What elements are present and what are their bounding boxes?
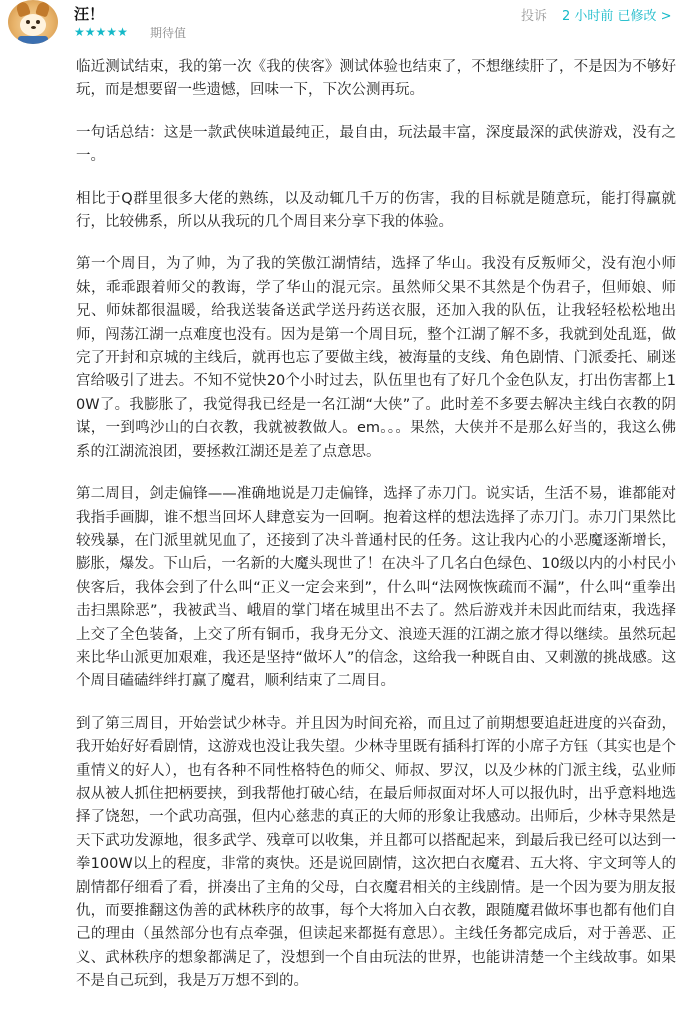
avatar-nose	[31, 26, 36, 29]
avatar[interactable]	[8, 0, 58, 44]
review-paragraph: 到了第三周目，开始尝试少林寺。并且因为时间充裕，而且过了前期想要追赶进度的兴奋劲，我开始好好看剧情，这游戏也没让我失望。少林寺里既有插科打诨的小席子方钰（其实也是个重情义的好人），也有各种不同性格特色的师父、师叔、罗汉，以及少林的门派主线，弘业师叔从被人抓住把柄要挟，到我帮他打破心结，在最后师叔面对坏人可以报仇时，出乎意料地选择了饶恕，一个武功高强，但内心慈悲的真正的大师的形象让我感动。出师后，少林寺果然是天下武功发源地，很多武学、残章可以收集，并且都可以搭配起来，到最后我已经可以达到一拳100W以上的程度，非常的爽快。还是说回剧情，这次把白衣魔君、五大将、宇文珂等人的剧情都仔细看了看，拼凑出了主角的父母，白衣魔君相关的主线剧情。是一个因为要为朋友报仇，而要推翻这伪善的武林秩序的故事，每个大将加入白衣教，跟随魔君做坏事也都有他们自己的理由（虽然部分也有点牵强，但读起来都挺有意思）。主线任务都完成后，对于善恶、正义、武林秩序的想象都满足了，没想到一个自由玩法的世界，也能讲清楚一个主线故事。如果不是自己玩到，我是万万想不到的。	[76, 715, 676, 990]
review-body	[76, 56, 676, 1013]
star-icon: ★	[117, 25, 128, 39]
star-icon: ★	[106, 25, 118, 39]
review-paragraph: 一句话总结：这是一款武侠味道最纯正，最自由，玩法最丰富，深度最深的武侠游戏，没有之一。	[76, 124, 676, 165]
star-icon: ★	[84, 25, 96, 39]
star-icon: ★	[74, 25, 85, 39]
report-button[interactable]: 投诉	[521, 9, 548, 24]
review-paragraph: 第二周目，剑走偏锋——准确地说是刀走偏锋，选择了赤刀门。说实话，生活不易，谁都能对我指手画脚，谁不想当回坏人肆意妄为一回啊。抱着这样的想法选择了赤刀门。赤刀门果然比较残暴，在门派里就见血了，还接到了决斗普通村民的任务。这让我内心的小恶魔逐渐增长，膨胀，爆发。下山后，一名新的大魔头现世了！在决斗了几名白色绿色、10级以内的小村民小侠客后，我体会到了什么叫“正义一定会来到”，什么叫“法网恢恢疏而不漏”，什么叫“重拳出击扫黑除恶”，我被武当、峨眉的掌门堵在城里出不去了。然后游戏并未因此而结束，我选择上交了全色装备，上交了所有铜币，我身无分文、浪迹天涯的江湖之旅才得以继续。虽然玩起来比华山派更加艰难，我还是坚持“做坏人”的信念，这给我一种既自由、又刺激的挑战感。这个周目磕磕绊绊打赢了魔君，顺利结束了二周目。	[76, 486, 676, 690]
avatar-eye-right	[36, 20, 40, 24]
username[interactable]: 汪！	[74, 5, 105, 23]
review-paragraph: 临近测试结束，我的第一次《我的侠客》测试体验也结束了，不想继续肝了，不是因为不够好玩，而是想要留一些遗憾，回味一下，下次公测再玩。	[76, 59, 676, 99]
review-paragraph: 第一个周目，为了帅，为了我的笑傲江湖情结，选择了华山。我没有反叛师父，没有泡小师妹，乖乖跟着师父的教诲，学了华山的混元宗。虽然师父果不其然是个伪君子，但师娘、师兄、师妹都很温暖，给我送装备送武学送丹药送衣服，还加入我的队伍，让我轻轻松松地出师，闯荡江湖一点难度也没有。因为是第一个周目玩，整个江湖了解不多，我就到处乱逛，做完了开封和京城的主线后，就再也忘了要做主线，被海量的支线、角色剧情、门派委托、刷迷宫给吸引了进去。不知不觉快20个小时过去，队伍里也有了好几个金色队友，打出伤害都上10W了。我膨胀了，我觉得我已经是一名江湖“大侠”了。此时差不多要去解决主线白衣教的阴谋，一到鸣沙山的白衣教，我就被教做人。em。。。果然，大侠并不是那么好当的，我这么佛系的江湖流浪团，要拯救江湖还是差了点意思。	[76, 256, 676, 460]
rating-stars	[74, 25, 128, 39]
review-header	[0, 0, 696, 50]
review-paragraph: 相比于Q群里很多大佬的熟练，以及动辄几千万的伤害，我的目标就是随意玩，能打得赢就行，比较佛系，所以从我玩的几个周目来分享下我的体验。	[76, 190, 676, 231]
rating-label: 期待值	[150, 26, 187, 40]
edited-time-link[interactable]: 2 小时前 已修改 >	[562, 9, 672, 24]
avatar-eye-left	[26, 20, 30, 24]
star-icon: ★	[95, 25, 107, 39]
avatar-face	[20, 14, 46, 36]
avatar-scarf	[18, 36, 48, 44]
